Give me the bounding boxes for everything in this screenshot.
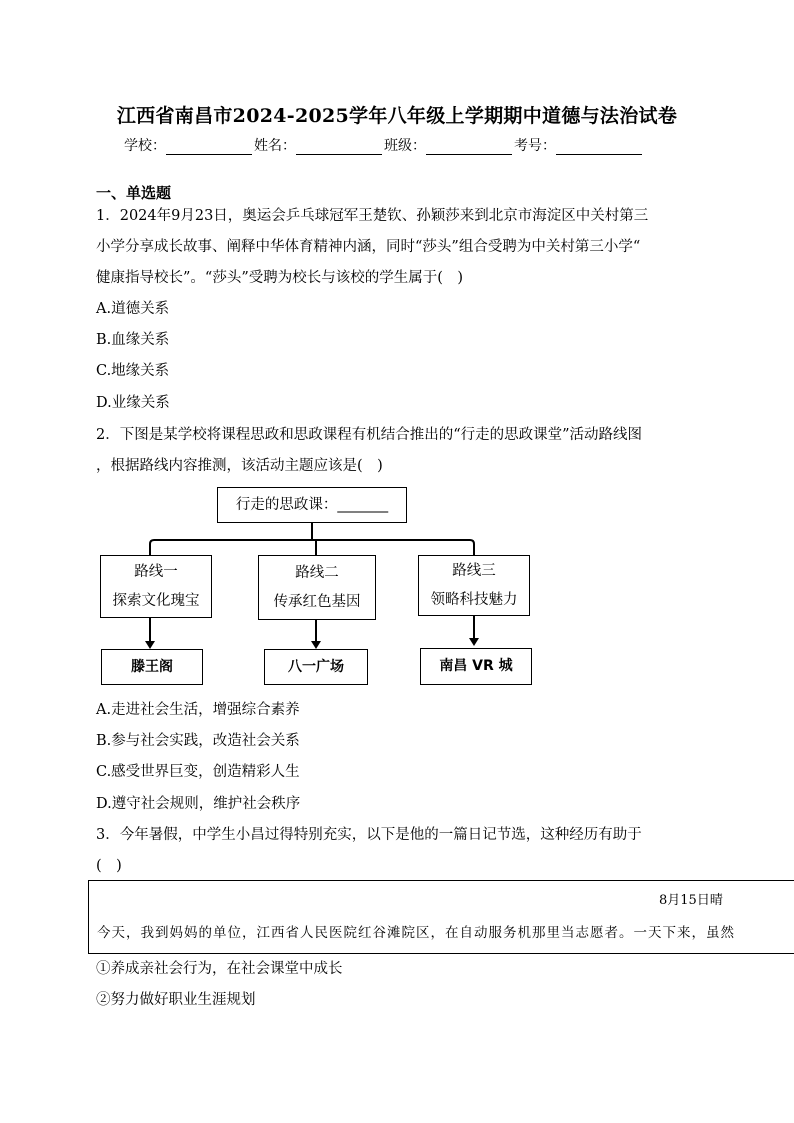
- q2-option-a[interactable]: A.走进社会生活，增强综合素养: [96, 702, 300, 718]
- q1-line-2: 小学分享成长故事、阐释中华体育精神内涵，同时“莎头”组合受聘为中关村第三小学“: [96, 239, 641, 255]
- route-3-place: [420, 648, 532, 685]
- q3-option-1[interactable]: ①养成亲社会行为，在社会课堂中成长: [96, 961, 343, 977]
- diagram-topic-box: [217, 487, 407, 523]
- route-1-box: [100, 555, 212, 618]
- route-2-box: [258, 555, 376, 620]
- route-1-theme: 探索文化瑰宝: [112, 592, 200, 609]
- route-3-theme: 领略科技魅力: [430, 591, 518, 608]
- route-3-place-text: 南昌 VR 城: [439, 658, 513, 674]
- diary-date: 8月15日晴: [659, 893, 723, 908]
- diary-excerpt-box: [88, 880, 794, 954]
- q2-line-2: ，根据路线内容推测，该活动主题应该是( ): [96, 458, 383, 474]
- q2-line-1: 2．下图是某学校将课程思政和思政课程有机结合推出的“行走的思政课堂”活动路线图: [96, 427, 643, 443]
- q1-line-1: 1．2024年9月23日，奥运会乒乓球冠军王楚钦、孙颖莎来到北京市海淀区中关村第三: [96, 208, 649, 224]
- page-title: 江西省南昌市2024-2025学年八年级上学期期中道德与法治试卷: [116, 105, 678, 127]
- q3-line-2: ( ): [96, 858, 122, 874]
- q2-option-b[interactable]: B.参与社会实践，改造社会关系: [96, 733, 300, 749]
- name-label: 姓名：: [254, 138, 296, 154]
- class-label: 班级：: [384, 138, 426, 154]
- q1-option-a[interactable]: A.道德关系: [96, 301, 170, 317]
- number-label: 考号：: [514, 138, 556, 154]
- route-2-place-text: 八一广场: [288, 658, 344, 675]
- q1-option-b[interactable]: B.血缘关系: [96, 332, 170, 348]
- route-3-name: 路线三: [452, 562, 496, 579]
- q1-option-c[interactable]: C.地缘关系: [96, 363, 170, 379]
- route-3-box: [418, 555, 530, 616]
- route-2-place: [264, 649, 368, 685]
- diary-text: 今天，我到妈妈的单位，江西省人民医院红谷滩院区，在自动服务机那里当志愿者。一天下来，虽然: [97, 925, 735, 941]
- q1-option-d[interactable]: D.业缘关系: [96, 395, 170, 411]
- route-1-place-text: 滕王阁: [131, 658, 173, 675]
- section-heading: 一、单选题: [96, 184, 172, 202]
- diagram-topic-text: 行走的思政课：_______: [235, 496, 389, 513]
- route-1-name: 路线一: [134, 563, 178, 580]
- route-2-theme: 传承红色基因: [273, 593, 361, 610]
- q2-option-c[interactable]: C.感受世界巨变，创造精彩人生: [96, 764, 300, 780]
- q2-option-d[interactable]: D.遵守社会规则，维护社会秩序: [96, 796, 301, 812]
- route-1-place: [101, 649, 203, 685]
- school-label: 学校：: [124, 138, 166, 154]
- q3-option-2[interactable]: ②努力做好职业生涯规划: [96, 992, 256, 1008]
- route-2-name: 路线二: [295, 564, 339, 581]
- q3-line-1: 3．今年暑假，中学生小昌过得特别充实，以下是他的一篇日记节选，这种经历有助于: [96, 827, 642, 843]
- q1-line-3: 健康指导校长”。“莎头”受聘为校长与该校的学生属于( ): [96, 270, 464, 286]
